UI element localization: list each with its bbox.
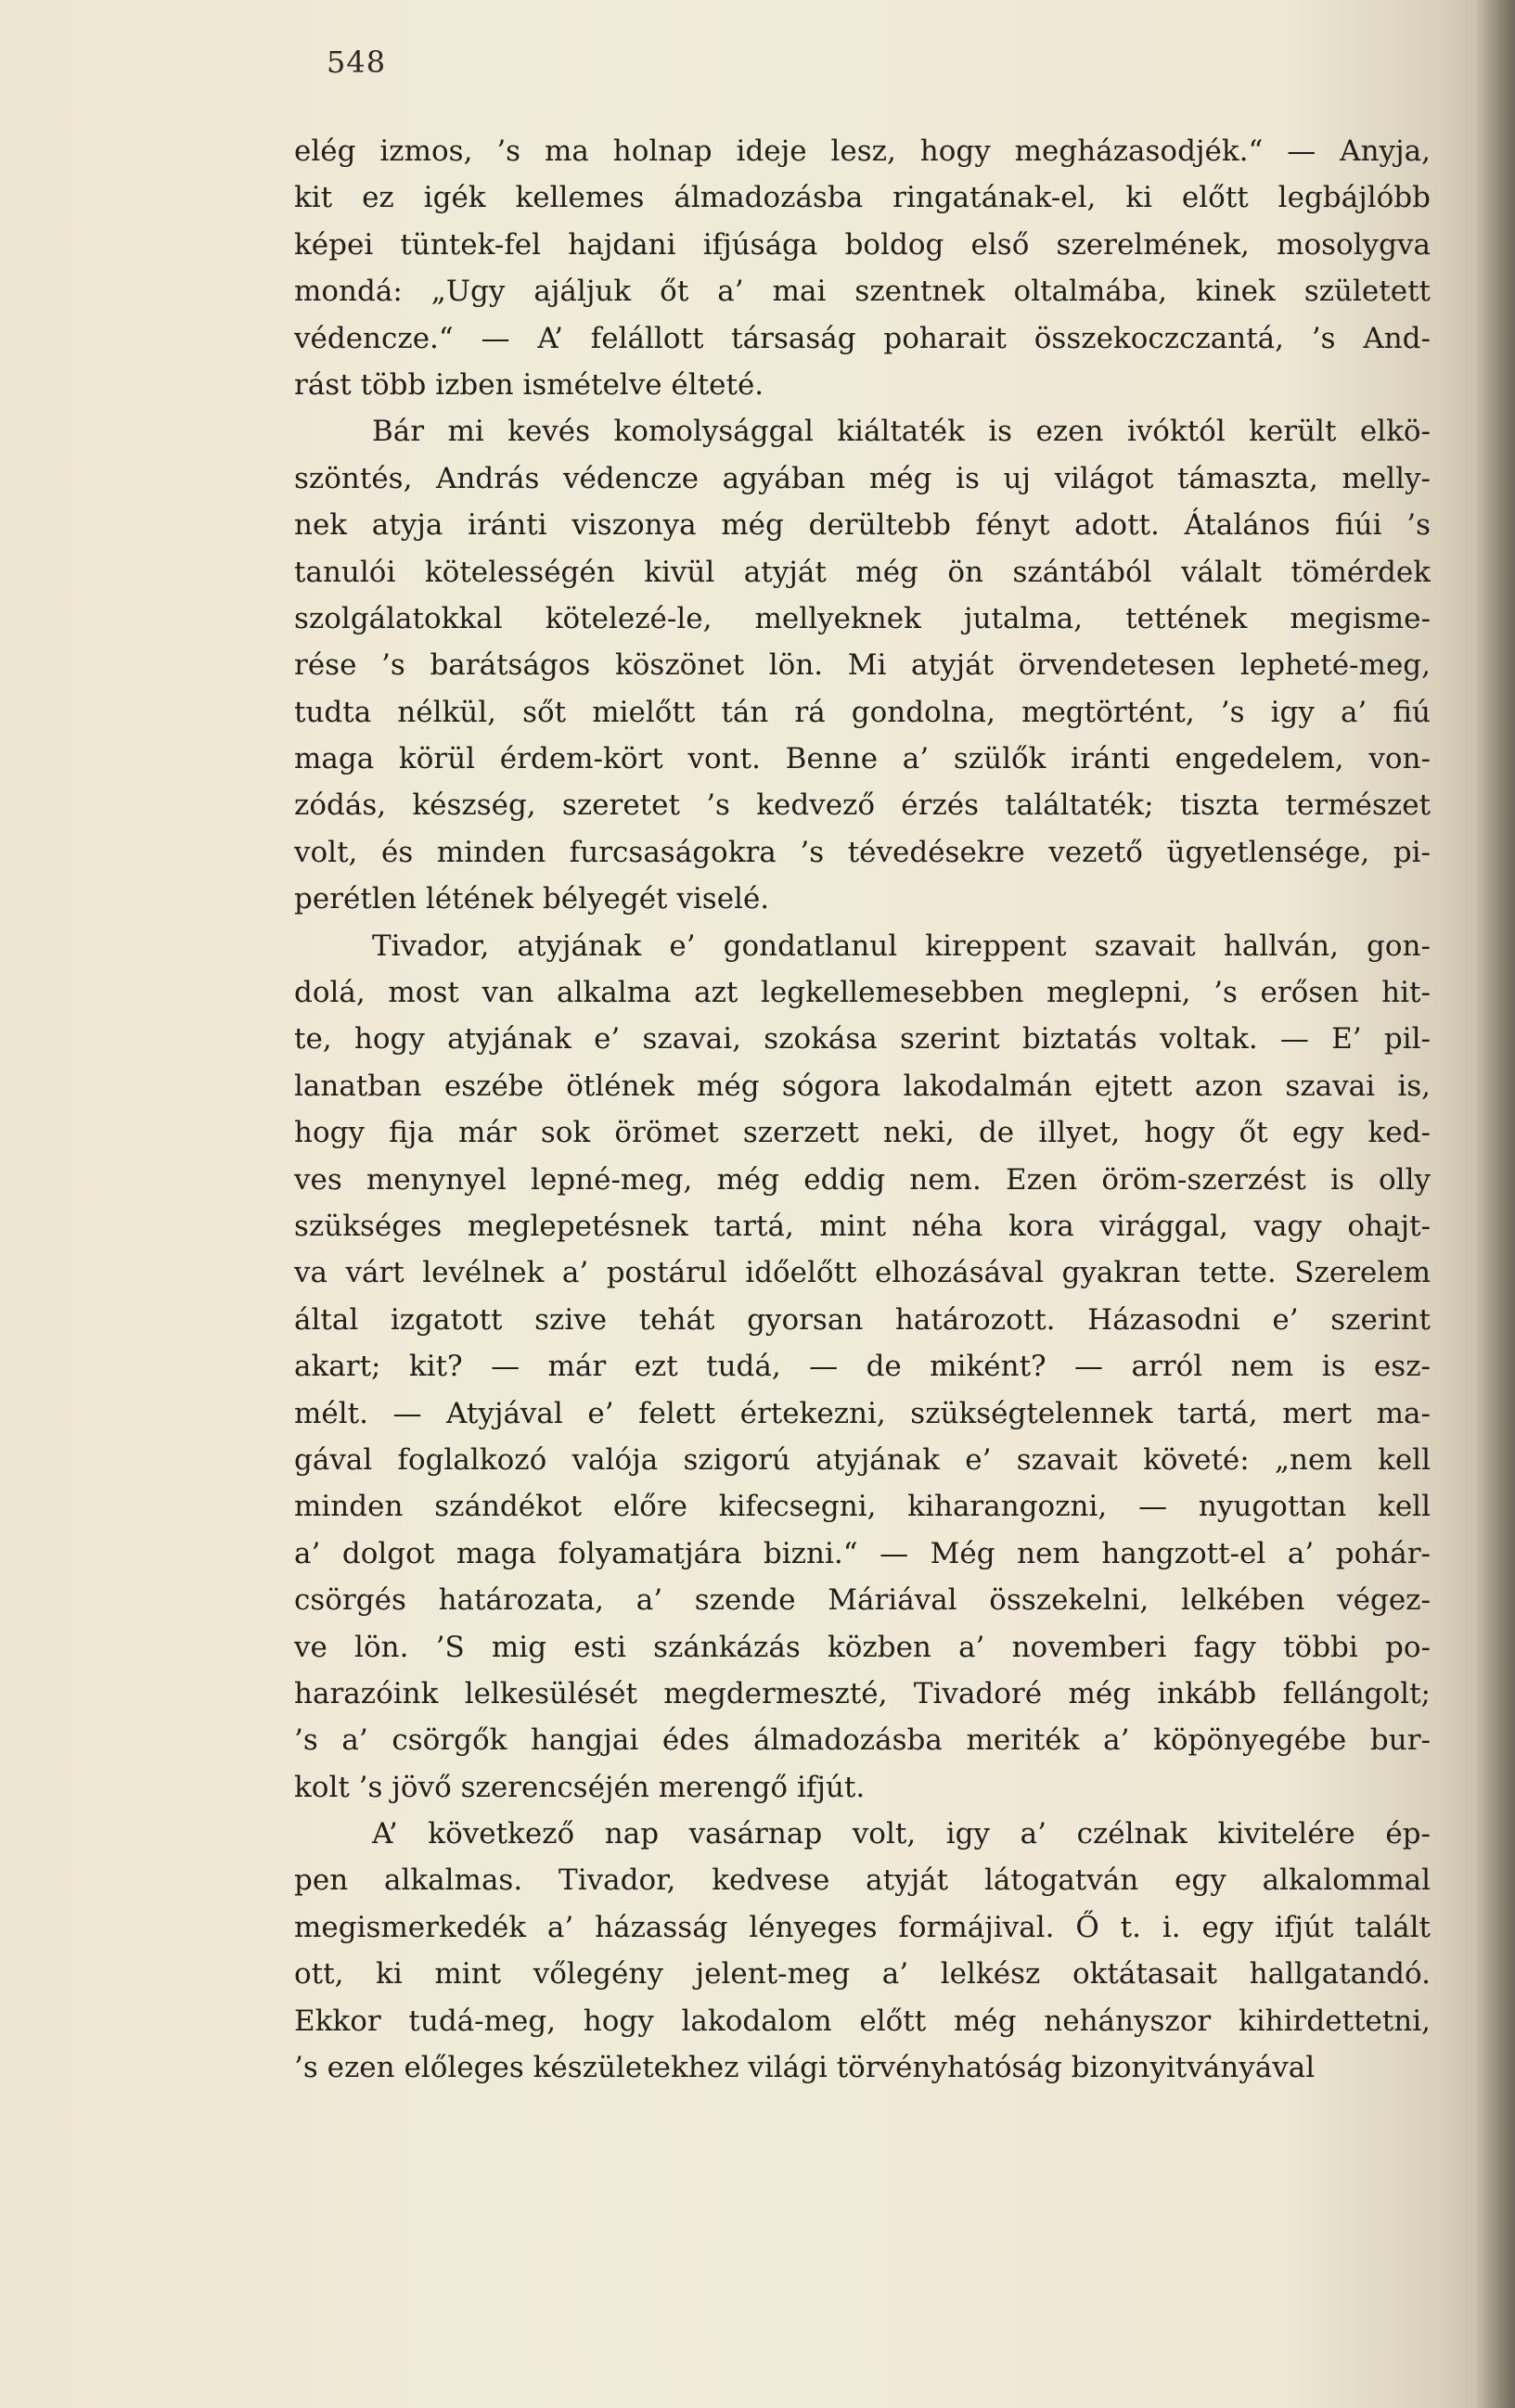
page-number: 548 <box>327 45 387 80</box>
text-line: hogy fija már sok örömet szerzett neki, de illyet, hogy őt egy ked- <box>294 1116 1431 1150</box>
text-line: szolgálatokkal kötelezé-le, mellyeknek jutalma, tettének megisme- <box>294 601 1431 635</box>
text-line: szöntés, András védencze agyában még is uj világot támaszta, melly- <box>294 461 1431 495</box>
text-line: te, hogy atyjának e’ szavai, szokása szerint biztatás voltak. — E’ pil- <box>294 1022 1431 1057</box>
text-line: dolá, most van alkalma azt legkellemesebben meglepni, ’s erősen hit- <box>294 976 1431 1010</box>
text-line: ’s ezen előleges készületekhez világi törvényhatóság bizonyitványával <box>294 2051 1316 2085</box>
text-line: tanulói kötelességén kivül atyját még ön szántából válalt tömérdek <box>294 555 1431 589</box>
paragraph <box>294 128 1431 408</box>
paragraph <box>294 408 1431 922</box>
book-spine-shadow <box>1473 0 1515 2408</box>
text-line: ves menynyel lepné-meg, még eddig nem. Ezen öröm-szerzést is olly <box>294 1162 1431 1197</box>
text-line: Tivador, atyjának e’ gondatlanul kireppent szavait hallván, gon- <box>372 929 1431 963</box>
text-line: a’ dolgot maga folyamatjára bizni.“ — Még nem hangzott-el a’ pohár- <box>294 1536 1431 1570</box>
text-line: A’ következő nap vasárnap volt, igy a’ czélnak kivitelére ép- <box>372 1817 1431 1851</box>
text-line: elég izmos, ’s ma holnap ideje lesz, hogy megházasodjék.“ — Anyja, <box>294 134 1431 168</box>
text-line: ve lön. ’S mig esti szánkázás közben a’ novemberi fagy többi po- <box>294 1630 1431 1664</box>
text-line: minden szándékot előre kifecsegni, kiharangozni, — nyugottan kell <box>294 1490 1431 1524</box>
paragraph <box>294 923 1431 1811</box>
paragraph <box>294 1811 1431 2091</box>
text-line: ott, ki mint vőlegény jelent-meg a’ lelkész oktátasait hallgatandó. <box>294 1957 1431 1992</box>
text-line: maga körül érdem-kört vont. Benne a’ szülők iránti engedelem, von- <box>294 742 1431 776</box>
text-line: volt, és minden furcsaságokra ’s tévedésekre vezető ügyetlensége, pi- <box>294 835 1431 869</box>
text-line: perétlen létének bélyegét viselé. <box>294 882 770 916</box>
text-line: va várt levélnek a’ postárul időelőtt elhozásával gyakran tette. Szerelem <box>294 1256 1431 1290</box>
text-line: védencze.“ — A’ felállott társaság poharait összekoczczantá, ’s And- <box>294 321 1431 355</box>
text-line: csörgés határozata, a’ szende Máriával összekelni, lelkében végez- <box>294 1583 1431 1618</box>
text-line: tudta nélkül, sőt mielőtt tán rá gondolna, megtörtént, ’s igy a’ fiú <box>294 695 1431 729</box>
text-line: rése ’s barátságos köszönet lön. Mi atyját örvendetesen lepheté-meg, <box>294 648 1431 683</box>
text-line: mondá: „Ugy ajáljuk őt a’ mai szentnek oltalmába, kinek született <box>294 275 1431 309</box>
body-text <box>294 128 1431 2091</box>
text-line: harazóink lelkesülését megdermeszté, Tivadoré még inkább fellángolt; <box>294 1676 1431 1710</box>
text-line: zódás, készség, szeretet ’s kedvező érzés találtaték; tiszta természet <box>294 788 1431 823</box>
text-line: kit ez igék kellemes álmadozásba ringatának-el, ki előtt legbájlóbb <box>294 181 1431 215</box>
text-line: akart; kit? — már ezt tudá, — de miként? — arról nem is esz- <box>294 1350 1431 1384</box>
text-line: gával foglalkozó valója szigorú atyjának e’ szavait követé: „nem kell <box>294 1442 1431 1477</box>
text-line: nek atyja iránti viszonya még derültebb fényt adott. Átalános fiúi ’s <box>294 508 1431 543</box>
text-line: rást több izben ismételve élteté. <box>294 367 764 402</box>
text-line: kolt ’s jövő szerencséjén merengő ifjút. <box>294 1770 866 1804</box>
text-line: ’s a’ csörgők hangjai édes álmadozásba meriték a’ köpönyegébe bur- <box>294 1723 1431 1758</box>
text-line: Ekkor tudá-meg, hogy lakodalom előtt még nehányszor kihirdettetni, <box>294 2004 1431 2038</box>
text-line: Bár mi kevés komolysággal kiáltaték is ezen ivóktól került elkö- <box>372 415 1431 449</box>
text-line: által izgatott szive tehát gyorsan határozott. Házasodni e’ szerint <box>294 1302 1431 1337</box>
text-line: megismerkedék a’ házasság lényeges formájival. Ő t. i. egy ifjút talált <box>294 1910 1431 1944</box>
text-line: mélt. — Atyjával e’ felett értekezni, szükségtelennek tartá, mert ma- <box>294 1396 1431 1430</box>
text-line: képei tüntek-fel hajdani ifjúsága boldog első szerelmének, mosolygva <box>294 227 1431 262</box>
text-line: szükséges meglepetésnek tartá, mint néha kora virággal, vagy ohajt- <box>294 1209 1431 1243</box>
text-line: pen alkalmas. Tivador, kedvese atyját látogatván egy alkalommal <box>294 1864 1431 1898</box>
text-line: lanatban eszébe ötlének még sógora lakodalmán ejtett azon szavai is, <box>294 1069 1431 1103</box>
